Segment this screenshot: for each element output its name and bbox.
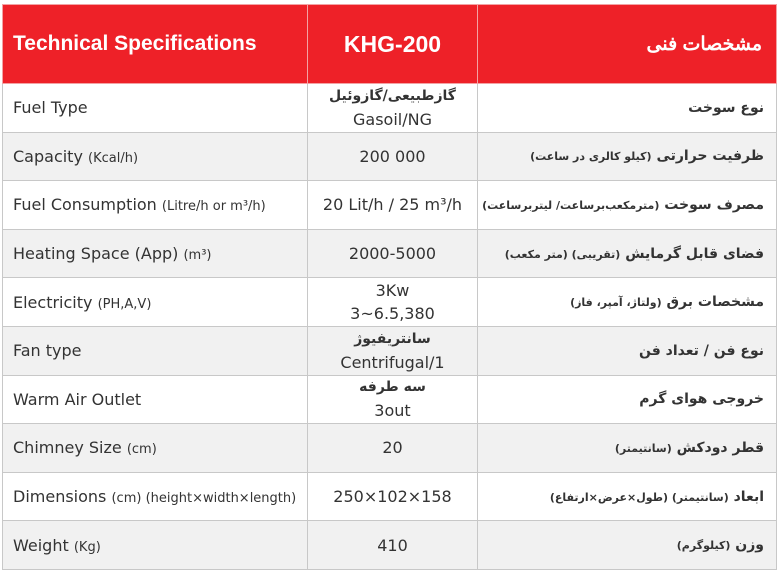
spec-label-fa-text: ابعاد (733, 488, 764, 505)
spec-label-fa (478, 278, 777, 327)
spec-label-en (3, 84, 308, 133)
spec-label-fa-text: مصرف سوخت (664, 196, 764, 213)
spec-label-fa (478, 84, 777, 133)
spec-label-fa (478, 326, 777, 375)
spec-unit-fa: (کیلوگرم) (676, 539, 731, 553)
spec-value-line-1: 410 (377, 535, 408, 555)
spec-label-en (3, 472, 308, 521)
spec-label-en (3, 181, 308, 230)
header-model: KHG-200 (308, 5, 478, 84)
spec-unit-fa: (ولتاژ، آمپر، فاز) (570, 296, 662, 310)
spec-value-line-2: 3~6.5,380 (350, 304, 435, 324)
spec-unit-fa: (سانتیمتر) (614, 441, 672, 455)
table-row (3, 424, 777, 473)
spec-unit-fa: (مترمکعب‌برساعت/ لیتربرساعت) (482, 198, 660, 212)
spec-value (308, 229, 478, 278)
spec-unit-en: (Litre/h or m³/h) (161, 199, 266, 215)
spec-label-en (3, 375, 308, 424)
spec-value (308, 84, 478, 133)
spec-label-en-text: Fan type (13, 341, 82, 361)
spec-value-line-1: 250×102×158 (333, 487, 452, 507)
spec-value-line-1: 2000-5000 (348, 244, 437, 264)
spec-label-fa (478, 375, 777, 424)
spec-unit-en: (cm) (126, 442, 157, 458)
spec-label-en (3, 521, 308, 570)
spec-label-en (3, 424, 308, 473)
spec-value-line-1: 200 000 (359, 146, 426, 166)
spec-label-en-text: Chimney Size (13, 438, 122, 458)
header-row (3, 5, 777, 84)
spec-unit-fa: (سانتیمتر) (طول×عرض×ارتفاع) (549, 490, 729, 504)
spec-label-fa (478, 229, 777, 278)
table-row (3, 84, 777, 133)
spec-value-line-2: 3out (374, 401, 411, 421)
header-en: Technical Specifications (3, 5, 308, 84)
spec-unit-en: (cm) (height×width×length) (111, 491, 297, 507)
spec-label-fa-text: مشخصات برق (666, 294, 764, 311)
spec-unit-en: (Kcal/h) (88, 150, 139, 166)
spec-label-en-text: Dimensions (13, 487, 107, 507)
spec-label-en-text: Heating Space (App) (13, 244, 179, 264)
spec-label-fa-text: نوع سوخت (688, 99, 764, 116)
spec-unit-en: (m³) (183, 248, 212, 264)
spec-value (308, 181, 478, 230)
spec-value-line-1: 20 Lit/h / 25 m³/h (322, 195, 463, 215)
spec-value (308, 521, 478, 570)
spec-value (308, 375, 478, 424)
table-row (3, 375, 777, 424)
spec-label-en (3, 132, 308, 181)
spec-label-en (3, 229, 308, 278)
spec-value-line-1: سه طرفه (359, 379, 426, 396)
spec-value (308, 326, 478, 375)
table-row (3, 521, 777, 570)
spec-unit-en: (PH,A,V) (97, 296, 152, 312)
spec-label-fa (478, 521, 777, 570)
table-row (3, 229, 777, 278)
spec-label-fa (478, 472, 777, 521)
spec-value-line-1: گازطبیعی/گازوئیل (329, 87, 456, 104)
spec-label-en-text: Electricity (13, 292, 93, 312)
table-row (3, 472, 777, 521)
spec-value (308, 424, 478, 473)
spec-label-fa-text: وزن (735, 537, 764, 554)
spec-label-en-text: Weight (13, 535, 69, 555)
spec-label-en-text: Fuel Type (13, 98, 88, 118)
spec-value-line-1: 3Kw (375, 281, 410, 301)
spec-label-fa-text: نوع فن / تعداد فن (639, 342, 764, 359)
spec-value-line-1: سانتریفیوژ (354, 330, 431, 347)
spec-label-fa (478, 424, 777, 473)
spec-table (2, 4, 777, 570)
spec-value-line-1: 20 (382, 438, 403, 458)
spec-label-fa (478, 132, 777, 181)
spec-unit-fa: (تقریبی) (متر مکعب) (504, 247, 621, 261)
table-row (3, 326, 777, 375)
spec-value (308, 132, 478, 181)
spec-label-fa-text: ظرفیت حرارتی (656, 148, 764, 165)
spec-unit-en: (Kg) (73, 539, 101, 555)
table-row (3, 181, 777, 230)
spec-label-en (3, 278, 308, 327)
spec-unit-fa: (کیلو کالری در ساعت) (530, 150, 652, 164)
spec-value (308, 278, 478, 327)
table-row (3, 132, 777, 181)
spec-label-en-text: Fuel Consumption (13, 195, 157, 215)
spec-value (308, 472, 478, 521)
spec-label-en (3, 326, 308, 375)
spec-label-en-text: Capacity (13, 146, 83, 166)
spec-label-fa-text: خروجی هوای گرم (639, 391, 764, 408)
spec-value-line-2: Centrifugal/1 (340, 352, 445, 372)
spec-label-en-text: Warm Air Outlet (13, 389, 142, 409)
table-row (3, 278, 777, 327)
spec-value-line-2: Gasoil/NG (353, 109, 432, 129)
spec-label-fa-text: قطر دودکش (676, 439, 764, 456)
spec-label-fa (478, 181, 777, 230)
spec-label-fa-text: فضای قابل گرمایش (625, 245, 764, 262)
header-fa: مشخصات فنی (478, 5, 777, 84)
